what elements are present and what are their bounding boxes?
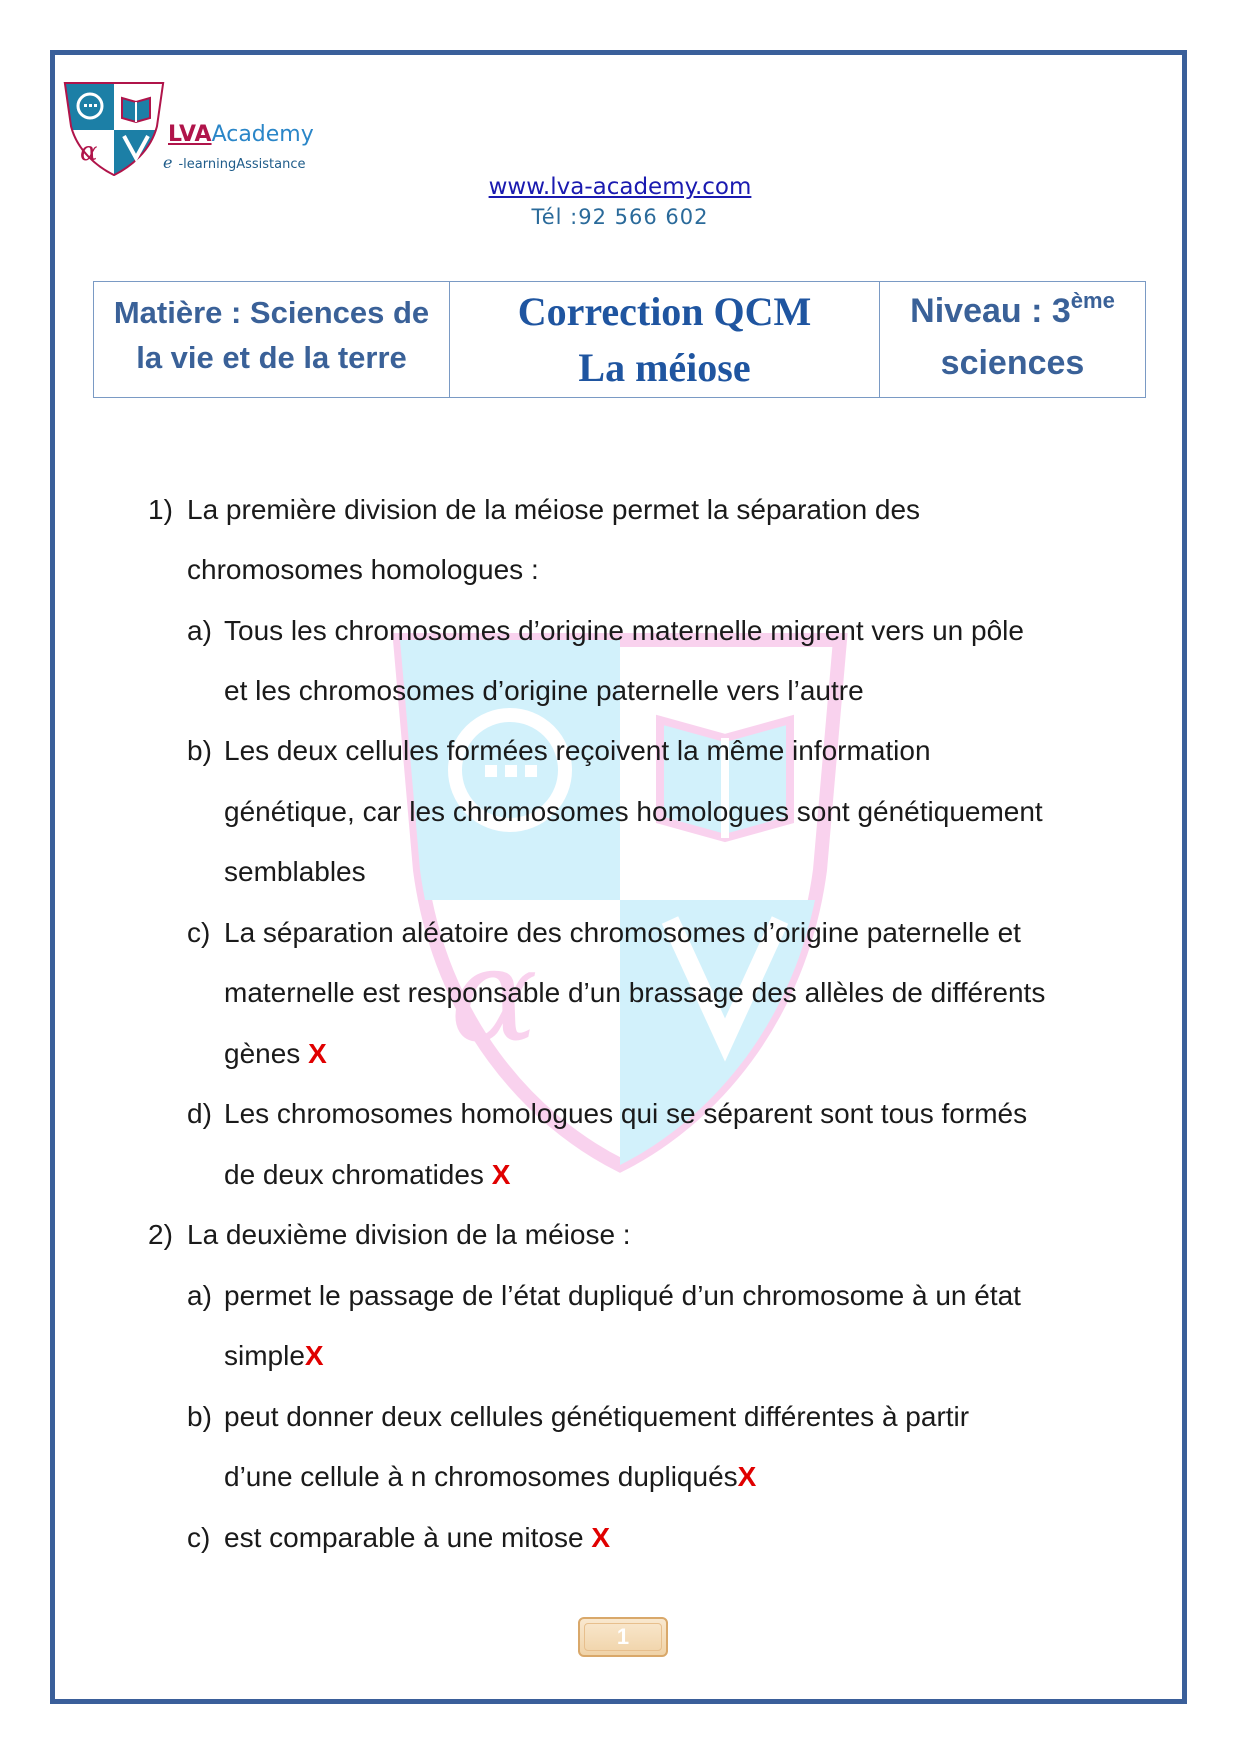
option-text-line: Tous les chromosomes d’origine maternelle migrent vers un pôle <box>224 615 1024 646</box>
option-letter: a) <box>187 1280 212 1311</box>
website-link[interactable]: www.lva-academy.com <box>488 174 752 200</box>
option-text-line <box>224 1037 327 1071</box>
svg-text:α: α <box>450 919 538 1071</box>
subject-cell <box>94 282 450 397</box>
subject-line-1: Matière : Sciences de <box>113 294 430 330</box>
option-text: simple <box>224 1340 305 1371</box>
option-text: d’une cellule à n chromosomes dupliqués <box>224 1461 738 1492</box>
option-letter: d) <box>187 1098 212 1129</box>
option-letter: c) <box>187 1522 211 1553</box>
option-text: est comparable à une mitose <box>224 1522 592 1553</box>
answer-mark: X <box>591 1522 610 1553</box>
answer-mark: X <box>491 1159 511 1190</box>
brand-name <box>168 122 314 148</box>
option-text-line <box>224 1158 510 1192</box>
level-line-1 <box>910 285 1115 337</box>
option-text-line: Les deux cellules formées reçoivent la même information <box>224 735 931 766</box>
answer-mark: X <box>737 1461 757 1492</box>
level-superscript: ème <box>1070 287 1115 313</box>
title-line-1: Correction QCM <box>517 288 812 334</box>
question-text-line: La deuxième division de la méiose : <box>187 1219 631 1250</box>
title-cell <box>450 282 880 397</box>
header-table <box>93 281 1146 398</box>
question-number: 1) <box>148 494 173 525</box>
option-text: de deux chromatides <box>224 1159 492 1190</box>
phone-number: Tél :92 566 602 <box>531 205 709 229</box>
option-text-line: semblables <box>224 856 366 887</box>
option-text-line <box>224 1339 324 1373</box>
option-text-line: et les chromosomes d’origine paternelle vers l’autre <box>224 675 864 706</box>
lva-academy-logo <box>58 78 173 176</box>
brand-tagline <box>163 153 305 172</box>
option-text-line: Les chromosomes homologues qui se séparent sont tous formés <box>224 1098 1028 1129</box>
page-number-inner-border <box>584 1623 662 1651</box>
level-line-2: sciences <box>940 343 1085 382</box>
option-text-line: permet le passage de l’état dupliqué d’un chromosome à un état <box>224 1280 1021 1311</box>
level-prefix: Niveau : 3 <box>910 291 1071 330</box>
option-text: gènes <box>224 1038 309 1069</box>
option-letter: b) <box>187 1401 212 1432</box>
option-letter: b) <box>187 735 212 766</box>
option-letter: a) <box>187 615 212 646</box>
title-line-2: La méiose <box>578 344 751 390</box>
question-text-line: chromosomes homologues : <box>187 554 539 585</box>
subject-line-2: la vie et de la terre <box>136 339 407 375</box>
svg-text:α: α <box>80 137 98 167</box>
brand-name-suffix: Academy <box>211 122 314 147</box>
option-text-line: La séparation aléatoire des chromosomes d’origine paternelle et <box>224 917 1021 948</box>
question-number: 2) <box>148 1219 173 1250</box>
option-letter: c) <box>187 917 211 948</box>
option-text-line: maternelle est responsable d’un brassage des allèles de différents <box>224 977 1046 1008</box>
answer-mark: X <box>304 1340 324 1371</box>
option-text-line <box>224 1521 610 1555</box>
level-cell <box>880 282 1145 397</box>
tagline-letter: e <box>163 153 173 172</box>
question-text-line: La première division de la méiose permet la séparation des <box>187 494 921 525</box>
option-text-line: génétique, car les chromosomes homologues sont génétiquement <box>224 796 1043 827</box>
page-number: 1 <box>616 1624 630 1649</box>
option-text-line <box>224 1460 756 1494</box>
option-text-line: peut donner deux cellules génétiquement différentes à partir <box>224 1401 970 1432</box>
tagline-text: -learningAssistance <box>178 157 306 172</box>
answer-mark: X <box>308 1038 327 1069</box>
page-number-badge <box>578 1617 668 1657</box>
brand-name-prefix: LVA <box>168 122 212 147</box>
